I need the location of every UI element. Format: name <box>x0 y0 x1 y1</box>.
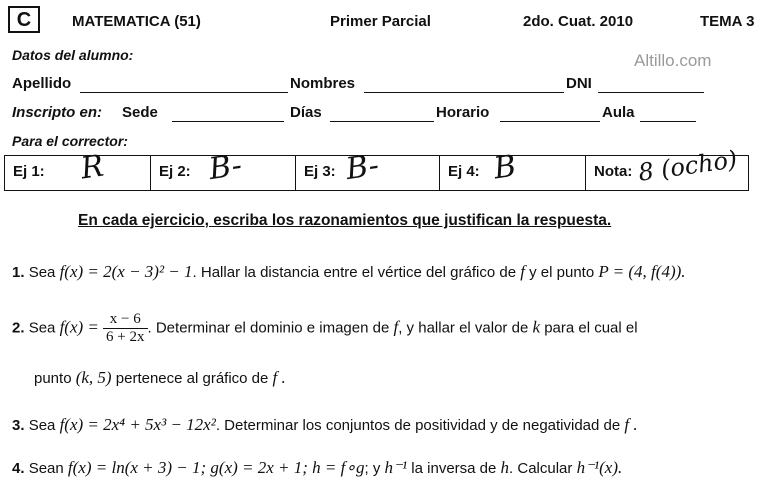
tema-letter-box: C <box>8 6 40 33</box>
grading-table <box>4 145 749 191</box>
tema-label: TEMA 3 <box>700 13 755 30</box>
aula-line[interactable] <box>640 121 696 122</box>
question-formula: f(x) = 2x⁴ + 5x³ − 12x² <box>59 415 216 434</box>
question-formula: f(x) = <box>59 317 99 337</box>
grade-cell-mark: B <box>491 148 519 187</box>
question-formula: f(x) = 2(x − 3)² − 1 <box>59 262 193 281</box>
aula-label: Aula <box>602 104 635 121</box>
question-4 <box>12 458 622 478</box>
question-text: Sea <box>28 417 56 434</box>
watermark: Altillo.com <box>634 51 712 70</box>
question-var: f . <box>272 368 286 387</box>
question-number: 3. <box>12 417 25 434</box>
question-text: para el cual el <box>544 319 638 337</box>
dni-label: DNI <box>566 75 592 92</box>
question-1 <box>12 262 686 282</box>
question-text: punto <box>34 370 72 387</box>
question-text: pertenece al gráfico de <box>115 370 269 387</box>
question-var: f . <box>624 415 638 434</box>
grade-cell-mark: B- <box>206 147 245 188</box>
apellido-label: Apellido <box>12 75 72 92</box>
question-text: y el punto <box>529 264 595 281</box>
question-text: Sea <box>28 264 56 281</box>
grade-cell-ej1 <box>5 148 151 190</box>
grade-cell-mark: 8 (ocho) <box>636 145 739 187</box>
grade-cell-mark: B- <box>343 147 382 188</box>
fraction-numerator: x − 6 <box>103 311 147 329</box>
apellido-line[interactable] <box>80 92 288 93</box>
grade-cell-label: Ej 1: <box>13 163 45 180</box>
question-fraction <box>103 311 147 346</box>
grade-cell-ej4 <box>440 148 586 190</box>
question-var: h <box>500 458 510 477</box>
exam-name: Primer Parcial <box>330 13 431 30</box>
grade-cell-ej3 <box>296 147 440 190</box>
dias-line[interactable] <box>330 121 434 122</box>
sede-line[interactable] <box>172 121 284 122</box>
question-text: Sean <box>28 460 64 477</box>
instruction: En cada ejercicio, escriba los razonamientos que justifican la respuesta. <box>78 212 612 229</box>
question-number: 2. <box>12 319 25 337</box>
question-var: f <box>393 317 399 337</box>
question-number: 4. <box>12 460 25 477</box>
question-text: , y hallar el valor de <box>398 319 529 337</box>
grade-cell-mark: R <box>78 148 106 187</box>
course-title: MATEMATICA (51) <box>72 13 201 30</box>
dni-line[interactable] <box>598 92 704 93</box>
horario-label: Horario <box>436 104 490 121</box>
question-formula: f(x) = ln(x + 3) − 1; g(x) = 2x + 1; h = f∘g <box>67 458 365 477</box>
student-section-title: Datos del alumno: <box>12 47 134 63</box>
question-text: la inversa de <box>411 460 497 477</box>
question-2-line-2 <box>34 368 286 388</box>
question-text: . Calcular <box>509 460 573 477</box>
question-text: . Determinar los conjuntos de positividad y de negatividad de <box>215 417 621 434</box>
dias-label: Días <box>290 104 322 121</box>
grade-cell-nota <box>586 145 748 190</box>
question-var: f <box>520 262 525 281</box>
nombres-line[interactable] <box>364 92 564 93</box>
sede-label: Sede <box>122 104 158 121</box>
inscripto-label: Inscripto en: <box>12 104 103 121</box>
question-formula: h⁻¹(x). <box>576 458 623 477</box>
question-3 <box>12 415 638 435</box>
grade-cell-label: Ej 4: <box>448 163 480 180</box>
grade-cell-label: Nota: <box>594 163 633 180</box>
horario-line[interactable] <box>500 121 600 122</box>
term-label: 2do. Cuat. 2010 <box>523 13 634 30</box>
question-text: ; y <box>364 460 381 477</box>
nombres-label: Nombres <box>290 75 356 92</box>
question-formula: P = (4, f(4)). <box>598 262 686 281</box>
question-formula: (k, 5) <box>75 368 112 387</box>
question-formula: h⁻¹ <box>384 458 408 477</box>
question-number: 1. <box>12 264 25 281</box>
question-text: . Determinar el dominio e imagen de <box>147 319 390 337</box>
grade-cell-label: Ej 3: <box>304 163 336 180</box>
question-text: . Hallar la distancia entre el vértice del gráfico de <box>192 264 517 281</box>
question-var: k <box>532 317 541 337</box>
question-text: Sea <box>28 319 56 337</box>
fraction-denominator: 6 + 2x <box>106 329 145 345</box>
corrector-section-title: Para el corrector: <box>12 133 128 149</box>
grade-cell-ej2 <box>151 147 296 190</box>
question-2 <box>12 311 638 346</box>
grade-cell-label: Ej 2: <box>159 163 191 180</box>
